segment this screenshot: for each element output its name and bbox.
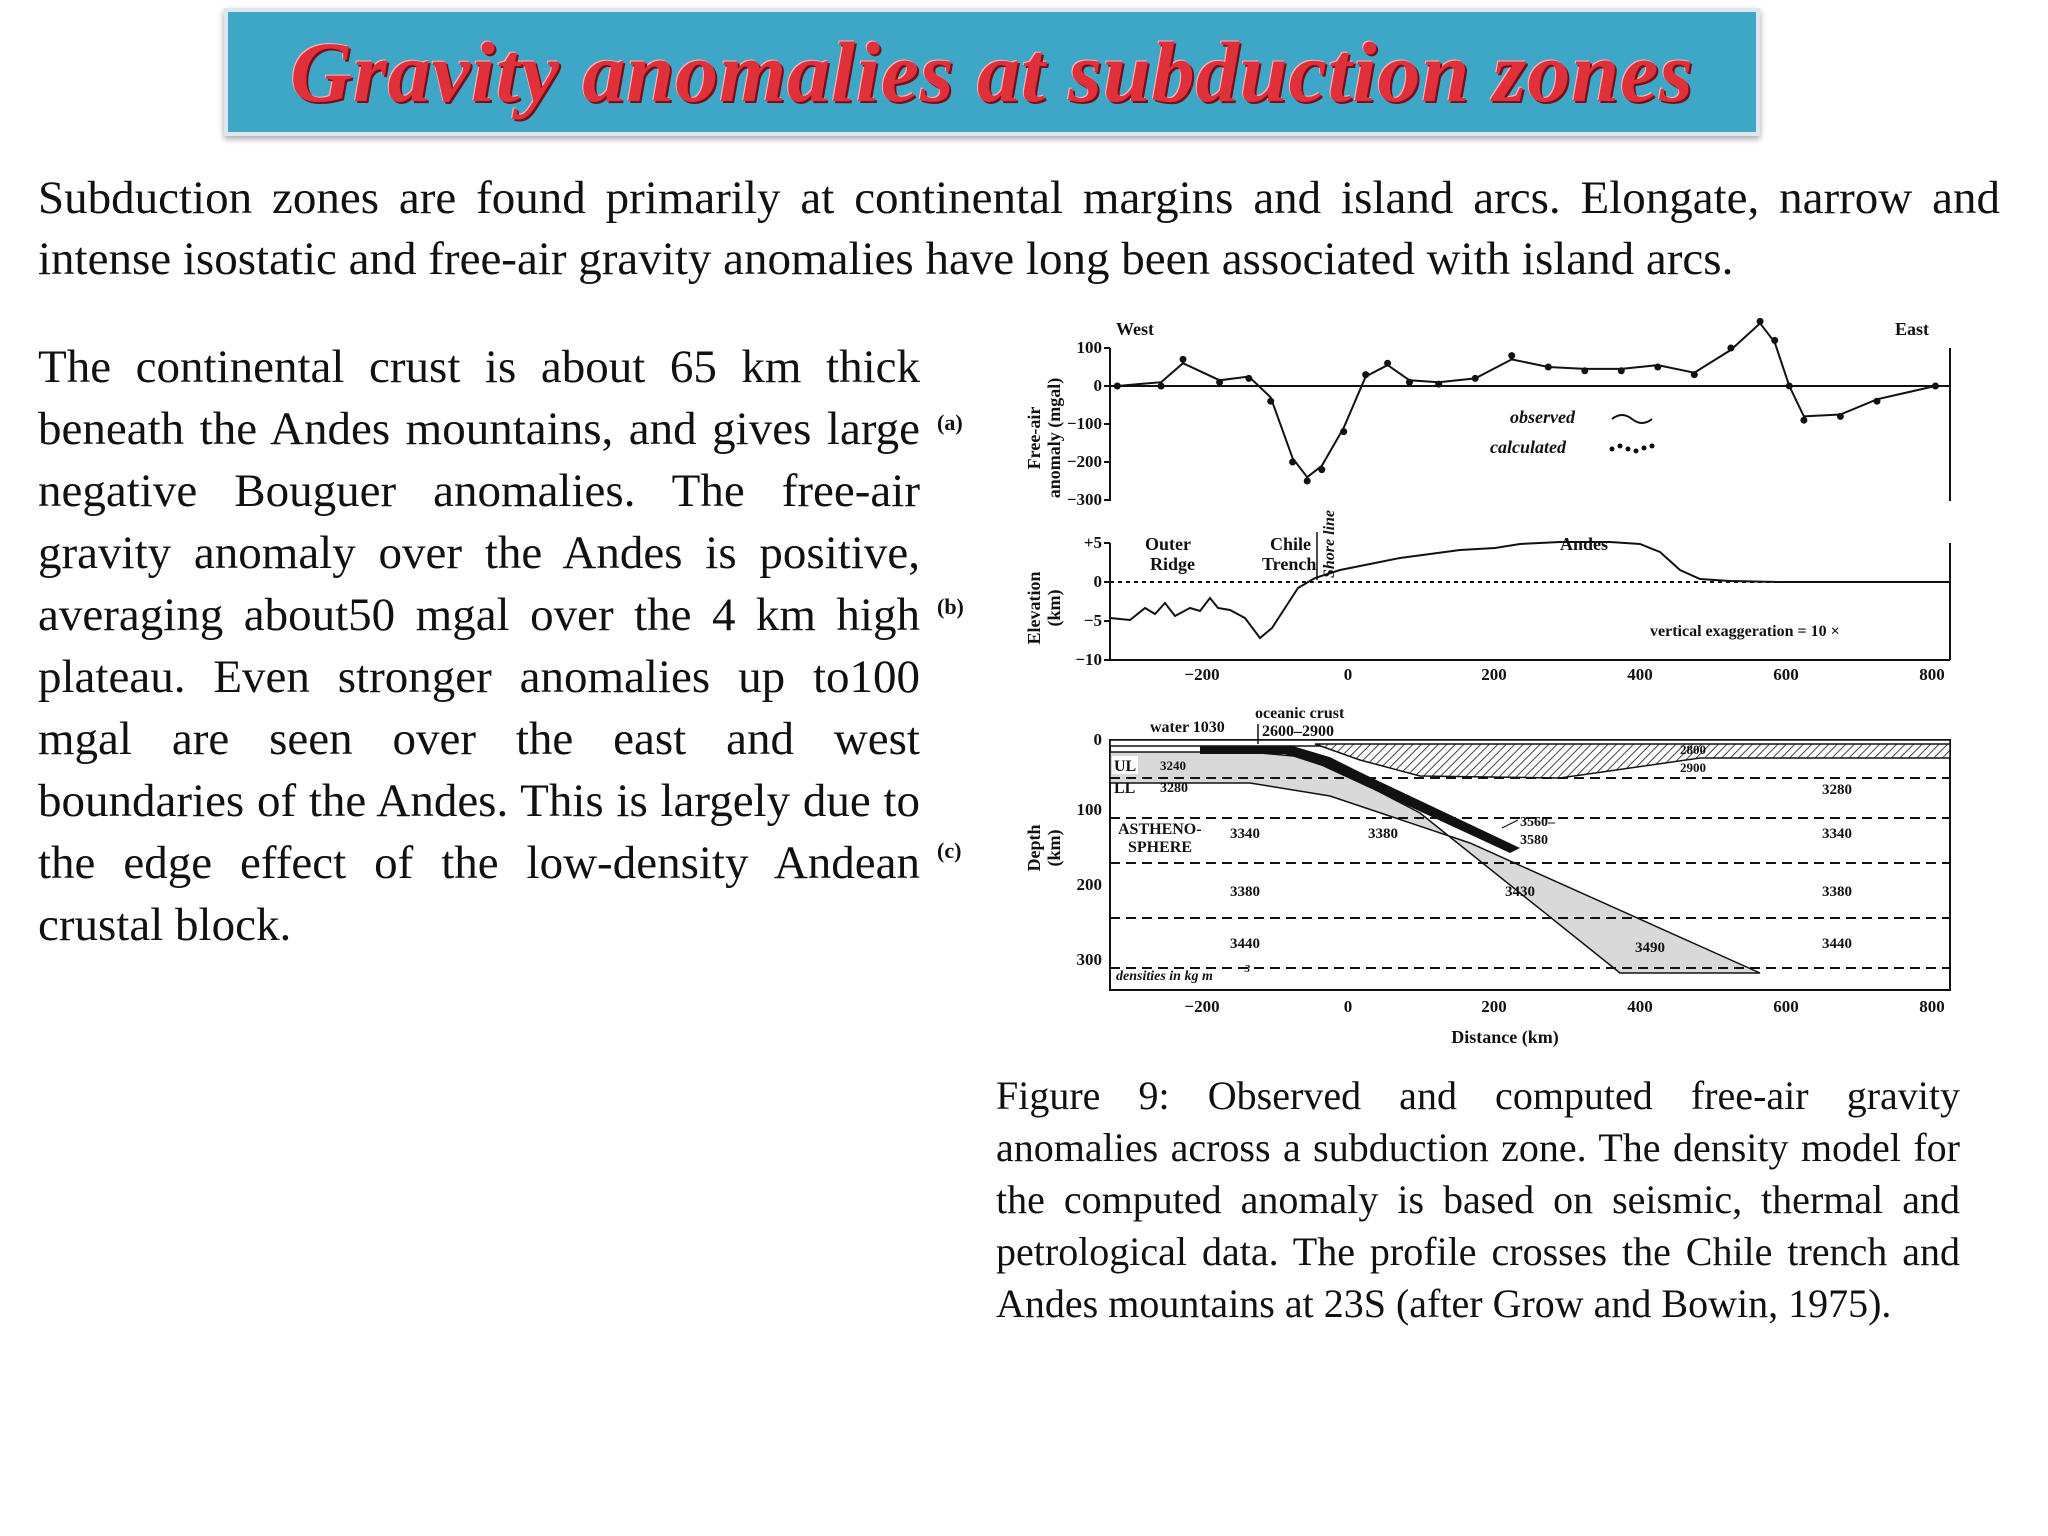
legend-calculated: calculated	[1490, 437, 1566, 457]
observed-point	[1435, 381, 1442, 388]
density-3280-right: 3280	[1822, 782, 1852, 798]
observed-point	[1786, 383, 1793, 390]
observed-point	[1874, 398, 1881, 405]
ya-tick-0: 0	[1093, 376, 1102, 395]
observed-point	[1406, 379, 1413, 386]
andes-label: Andes	[1560, 534, 1609, 554]
ya-tick-m200: −200	[1066, 452, 1102, 471]
densities-note-exponent: −3	[1238, 963, 1251, 975]
yb-tick-0: 0	[1093, 572, 1102, 591]
shore-line-label: Shore line	[1321, 509, 1338, 578]
distance-axis-label: Distance (km)	[1451, 1027, 1559, 1047]
yb-tick-m10: −10	[1075, 650, 1102, 669]
observed-point	[1384, 360, 1391, 367]
legend-calculated-swatch	[1610, 444, 1655, 454]
observed-point	[1289, 459, 1296, 466]
observed-point	[1267, 398, 1274, 405]
observed-point	[1508, 352, 1515, 359]
ul-label: UL	[1114, 758, 1137, 775]
observed-point	[1618, 367, 1625, 374]
vertical-exaggeration: vertical exaggeration = 10 ×	[1650, 623, 1840, 640]
xb-tick-600: 600	[1773, 665, 1799, 684]
xb-tick-800: 800	[1919, 665, 1945, 684]
panel-b-ylabel-2: (km)	[1044, 589, 1064, 627]
ll-label: LL	[1114, 780, 1136, 797]
water-label: water 1030	[1150, 719, 1225, 736]
observed-point	[1654, 364, 1661, 371]
density-3430: 3430	[1505, 884, 1535, 900]
density-3380-left: 3380	[1230, 884, 1260, 900]
observed-point	[1757, 318, 1764, 325]
observed-point	[1180, 356, 1187, 363]
density-2800: 2800	[1680, 742, 1706, 757]
body-paragraph: The continental crust is about 65 km thick beneath the Andes mountains, and gives large negative Bouguer anomalies. The free-air gravity anomaly over the Andes is positive, averaging about50 mgal over the 4 km high plateau. Even stronger anomalies up to100 mgal are seen over the east and west boundaries of the Andes. This is largely due to the edge effect of the low-density Andean crustal block.	[38, 341, 920, 951]
chile-trench-2: Trench	[1262, 554, 1317, 574]
observed-point	[1691, 371, 1698, 378]
continental-crust	[1315, 744, 1950, 778]
slide-title: Gravity anomalies at subduction zones	[290, 24, 1694, 120]
xc-tick-m200: −200	[1184, 997, 1220, 1016]
outer-ridge-1: Outer	[1145, 534, 1191, 554]
observed-point	[1216, 379, 1223, 386]
west-label: West	[1116, 319, 1154, 339]
observed-point	[1837, 413, 1844, 420]
observed-point	[1304, 478, 1311, 485]
density-3440-left: 3440	[1230, 936, 1260, 952]
observed-point	[1581, 367, 1588, 374]
panel-c-ylabel-1: Depth	[1024, 824, 1044, 872]
observed-point	[1114, 383, 1121, 390]
chile-trench-1: Chile	[1270, 534, 1312, 554]
yc-tick-200: 200	[1076, 875, 1102, 894]
density-3280-left: 3280	[1160, 781, 1188, 796]
xb-tick-m200: −200	[1184, 665, 1220, 684]
density-3490: 3490	[1635, 940, 1665, 956]
observed-point	[1800, 417, 1807, 424]
density-3380-slab: 3380	[1368, 826, 1398, 842]
density-3380-right: 3380	[1822, 884, 1852, 900]
density-3240: 3240	[1160, 758, 1186, 773]
observed-point	[1545, 364, 1552, 371]
observed-point	[1340, 428, 1347, 435]
astheno-label-1: ASTHENO-	[1118, 821, 1202, 838]
figure-svg	[937, 308, 2000, 1060]
panel-a-ylabel-1: Free-air	[1024, 406, 1044, 470]
xc-tick-0: 0	[1343, 997, 1353, 1016]
panel-b-label: (b)	[937, 594, 964, 619]
density-3340-left: 3340	[1230, 826, 1260, 842]
observed-points	[1114, 318, 1939, 485]
density-3440-right: 3440	[1822, 936, 1852, 952]
density-2900: 2900	[1680, 760, 1706, 775]
panel-b-ylabel-1: Elevation	[1024, 571, 1044, 645]
density-3340-right: 3340	[1822, 826, 1852, 842]
density-3560: 3560–	[1520, 815, 1555, 830]
outer-ridge-2: Ridge	[1150, 554, 1195, 574]
panel-a-ylabel-2: anomaly (mgal)	[1044, 377, 1064, 499]
figure-caption: Figure 9: Observed and computed free-air gravity anomalies across a subduction zone. The density model for the computed anomaly is based on seismic, thermal and petrological data. The profile crosses the Chile trench and Andes mountains at 23S (after Grow and Bowin, 1975).	[996, 1073, 1960, 1326]
oceanic-crust-density: 2600–2900	[1262, 723, 1334, 740]
intro-paragraph: Subduction zones are found primarily at continental margins and island arcs. Elongate, narrow and intense isostatic and free-air gravity anomalies have long been associated with island arcs.	[38, 172, 2000, 285]
panel-c-ylabel-2: (km)	[1044, 829, 1064, 867]
observed-point	[1727, 345, 1734, 352]
yc-tick-100: 100	[1076, 800, 1102, 819]
ya-tick-100: 100	[1076, 338, 1102, 357]
yc-tick-300: 300	[1076, 950, 1102, 969]
yb-tick-m5: −5	[1083, 611, 1102, 630]
observed-point	[1245, 375, 1252, 382]
legend-observed-swatch	[1612, 415, 1652, 423]
densities-note: densities in kg m	[1116, 969, 1213, 984]
ya-tick-m300: −300	[1066, 490, 1102, 509]
xc-tick-600: 600	[1773, 997, 1799, 1016]
observed-point	[1932, 383, 1939, 390]
observed-point	[1318, 466, 1325, 473]
legend-observed: observed	[1510, 407, 1575, 427]
xb-tick-200: 200	[1481, 665, 1507, 684]
ya-tick-m100: −100	[1066, 414, 1102, 433]
xc-tick-400: 400	[1627, 997, 1653, 1016]
title-banner	[224, 8, 1760, 136]
observed-point	[1362, 371, 1369, 378]
xb-tick-400: 400	[1627, 665, 1653, 684]
observed-point	[1158, 383, 1165, 390]
yc-tick-0: 0	[1093, 730, 1102, 749]
astheno-label-2: SPHERE	[1128, 839, 1193, 856]
panel-a-label: (a)	[937, 410, 963, 435]
xb-tick-0: 0	[1343, 665, 1353, 684]
observed-point	[1472, 375, 1479, 382]
observed-point	[1771, 337, 1778, 344]
figure-9	[937, 308, 2000, 1060]
east-label: East	[1895, 319, 1930, 339]
xc-tick-800: 800	[1919, 997, 1945, 1016]
oceanic-crust-label: oceanic crust	[1255, 705, 1345, 722]
xc-tick-200: 200	[1481, 997, 1507, 1016]
panel-c-label: (c)	[937, 838, 962, 863]
yb-tick-p5: +5	[1083, 533, 1102, 552]
density-3580: 3580	[1520, 833, 1548, 848]
